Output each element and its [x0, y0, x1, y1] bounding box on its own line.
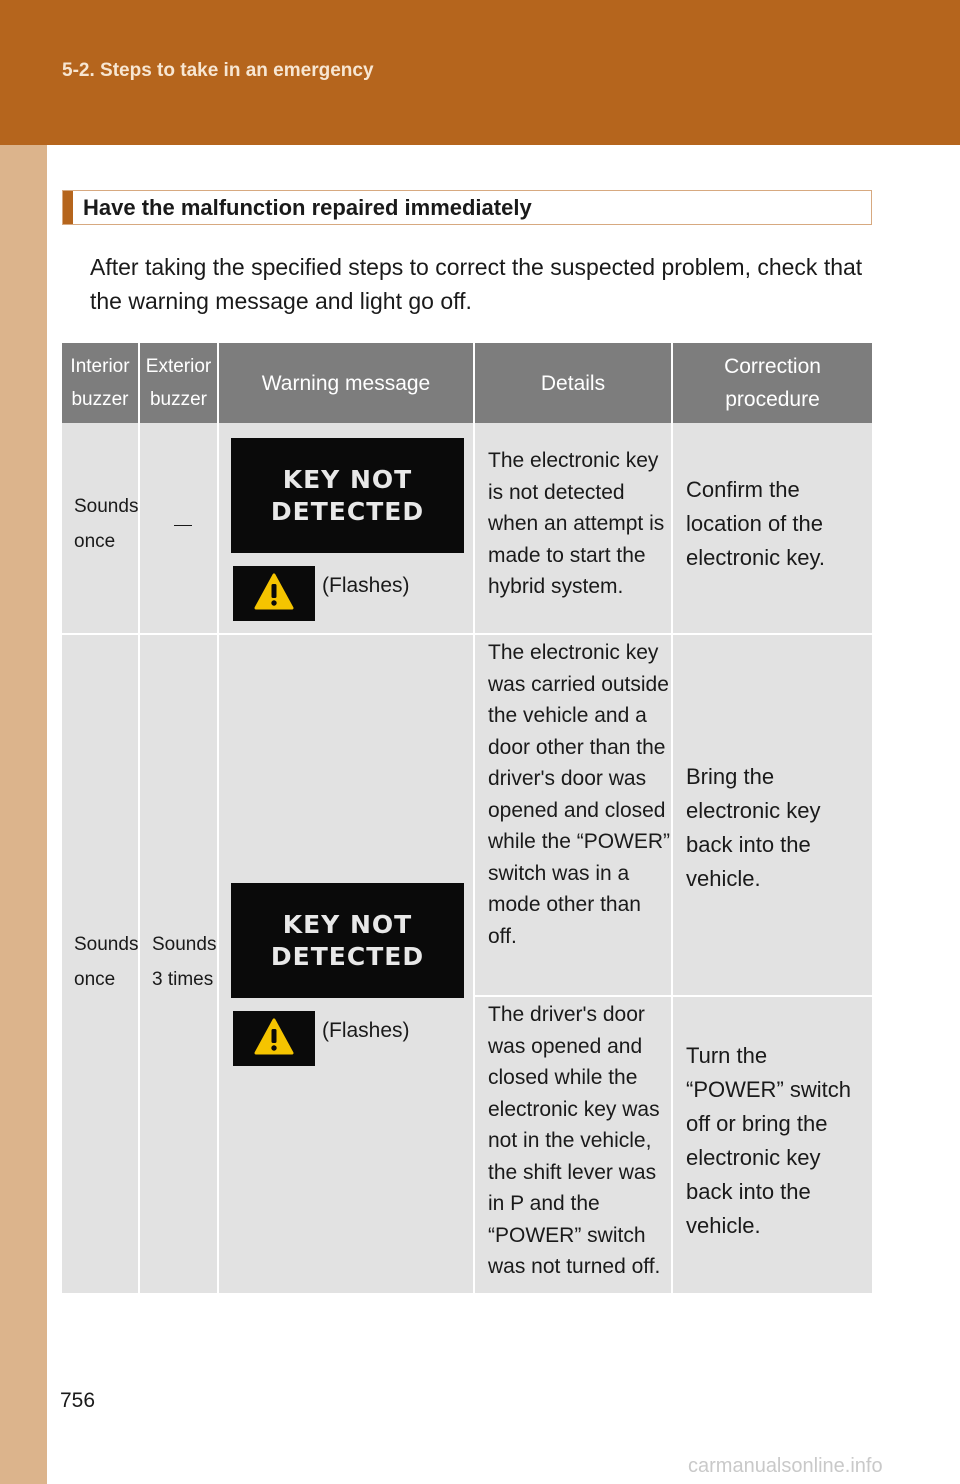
display-text: KEY NOT DETECTED	[270, 464, 425, 526]
row1-correction: Confirm the location of the electronic key.	[686, 477, 825, 570]
key-not-detected-display	[231, 883, 464, 998]
row2-case1-correction-cell	[673, 635, 872, 997]
page-number: 756	[60, 1389, 96, 1412]
subheading-accent	[63, 191, 73, 224]
intro-paragraph: After taking the specified steps to correct the suspected problem, check that the warning message and light go off.	[90, 254, 863, 314]
row2-case2-correction-cell	[673, 997, 872, 1293]
flashes-label: (Flashes)	[322, 1019, 410, 1042]
warning-light	[233, 566, 315, 621]
row1-interior: Sounds once	[74, 496, 139, 552]
row2-case1-details-cell	[475, 635, 673, 997]
header-warning-message: Warning message	[219, 343, 475, 423]
row1-exterior-cell	[140, 423, 219, 635]
warning-light	[233, 1011, 315, 1066]
row2-case1-details: The electronic key was carried outside the vehicle and a door other than the driver's door was opened and closed while the “POWER” switch was in a mode other than off.	[488, 641, 671, 948]
row2-case2-correction: Turn the “POWER” switch off or bring the electronic key back into the vehicle.	[686, 1043, 851, 1238]
row1-exterior-dash	[174, 525, 192, 526]
flashes-label: (Flashes)	[322, 574, 410, 597]
row2-case1-correction: Bring the electronic key back into the vehicle.	[686, 764, 821, 891]
header-details: Details	[475, 343, 673, 423]
side-strip	[0, 145, 47, 1484]
row2-interior-cell	[62, 635, 140, 1293]
warning-triangle-icon	[254, 1018, 294, 1056]
header-exterior-buzzer: Exterior buzzer	[140, 343, 219, 423]
row1-interior-cell	[62, 423, 140, 635]
header-interior-buzzer: Interior buzzer	[62, 343, 140, 423]
row2-interior: Sounds once	[74, 934, 139, 990]
row2-exterior-cell	[140, 635, 219, 1293]
section-title: 5-2. Steps to take in an emergency	[62, 60, 374, 81]
row2-exterior: Sounds 3 times	[152, 934, 217, 990]
warning-triangle-icon	[254, 573, 294, 611]
row1-message-cell	[219, 423, 475, 635]
row1-details: The electronic key is not detected when an attempt is made to start the hybrid system.	[488, 449, 665, 598]
subheading: Have the malfunction repaired immediately	[83, 195, 532, 220]
row2-case2-details: The driver's door was opened and closed while the electronic key was not in the vehicle, the shift lever was in P and the “POWER” switch was not turned off.	[488, 1003, 661, 1278]
row1-details-cell	[475, 423, 673, 635]
key-not-detected-display	[231, 438, 464, 553]
row2-message-cell	[219, 635, 475, 1293]
warning-table	[62, 343, 872, 1293]
subheading-box	[62, 190, 872, 225]
row2-case2-details-cell	[475, 997, 673, 1293]
display-text: KEY NOT DETECTED	[270, 909, 425, 971]
row1-correction-cell	[673, 423, 872, 635]
watermark: carmanualsonline.info	[688, 1455, 883, 1477]
header-correction: Correction procedure	[673, 343, 872, 423]
